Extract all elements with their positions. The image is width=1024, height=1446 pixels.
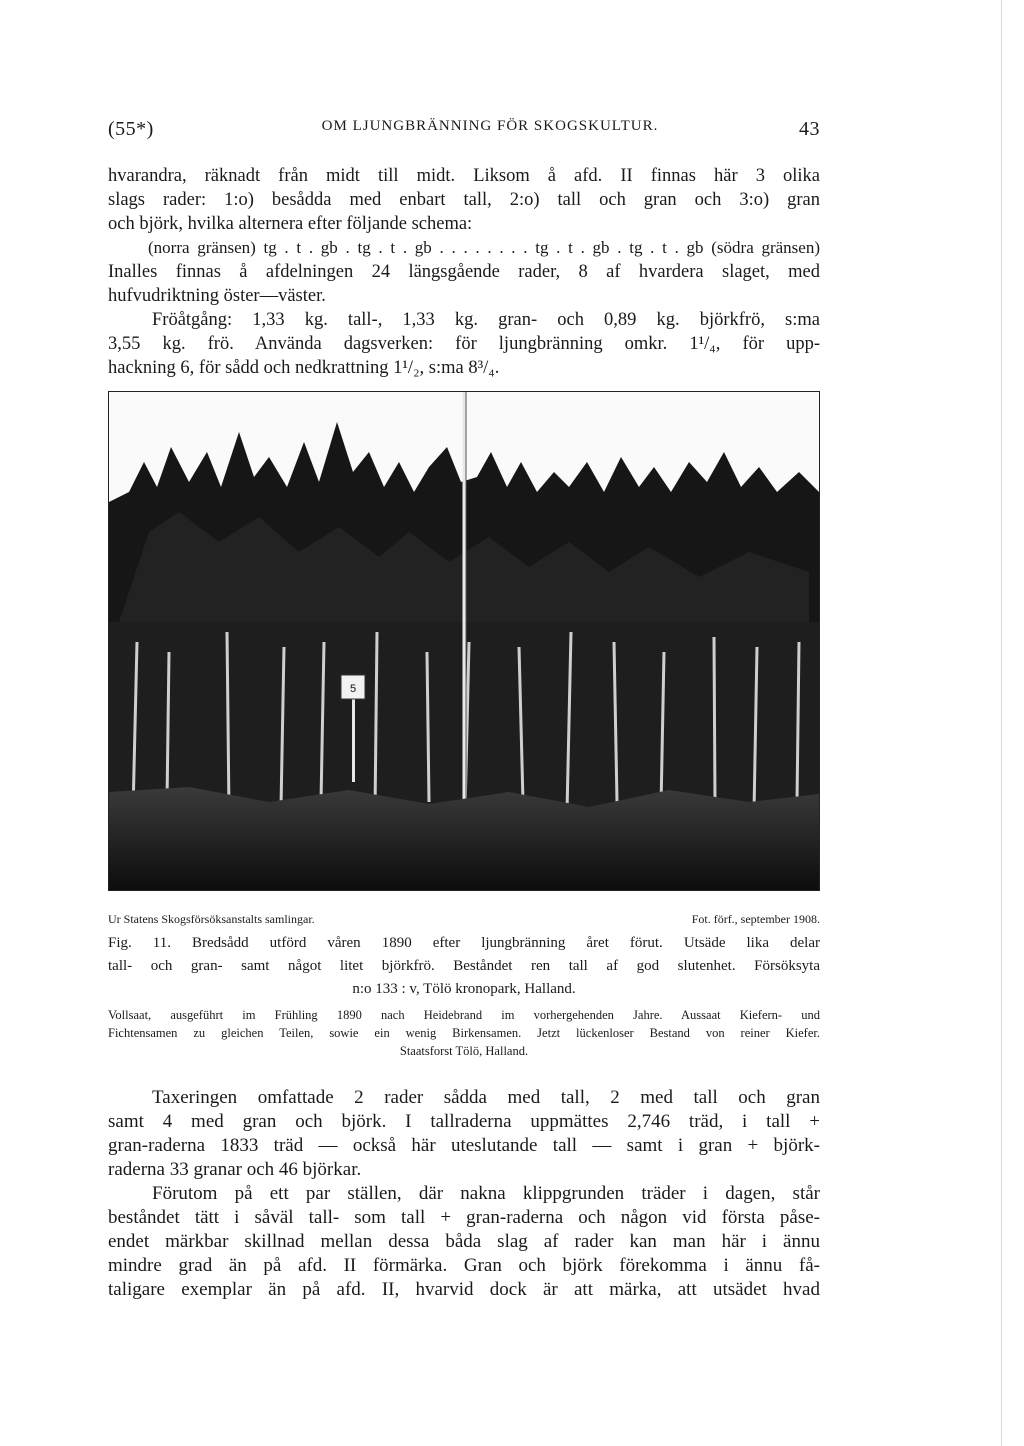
caption-line: Vollsaat, ausgeführt im Frühling 1890 nach Heidebrand im vorhergehenden Jahre. Aussaat Kiefern- und <box>108 1008 820 1022</box>
text-line: raderna 33 granar och 46 björkar. <box>108 1159 362 1180</box>
text-line: mindre grad än på afd. II förmärka. Gran och björk förekomma i ännu få- <box>108 1255 820 1276</box>
text-line: endet märkbar skillnad mellan dessa båda slag af rader kan man här i ännu <box>108 1231 820 1252</box>
caption-line: Staatsforst Tölö, Halland. <box>399 1044 529 1058</box>
caption-line: Fig. 11. Bredsådd utförd våren 1890 efter ljungbränning året förut. Utsäde lika delar <box>108 935 820 951</box>
text-line: Inalles finnas å afdelningen 24 längsgående rader, 8 af hvardera slaget, med <box>108 262 820 282</box>
text-line: Taxeringen omfattade 2 rader sådda med tall, 2 med tall och gran <box>152 1087 820 1108</box>
forest-photograph <box>108 391 820 891</box>
photo-source: Ur Statens Skogsförsöksanstalts samlingar. <box>108 912 315 926</box>
text-line: hackning 6, för sådd och nedkrattning 1¹/₂, s:ma 8³/₄. <box>108 358 500 378</box>
running-title: OM LJUNGBRÄNNING FÖR SKOGSKULTUR. <box>321 118 659 134</box>
text-line: Förutom på ett par ställen, där nakna klippgrunden träder i dagen, står <box>152 1183 820 1204</box>
text-line: hvarandra, räknadt från midt till midt. Liksom å afd. II finnas här 3 olika <box>108 166 820 186</box>
text-line: gran-raderna 1833 träd — också här uteslutande tall — samt i gran + björk- <box>108 1135 820 1156</box>
text-line: 3,55 kg. frö. Använda dagsverken: för ljungbränning omkr. 1¹/₄, för upp- <box>108 334 820 354</box>
text-line: samt 4 med gran och björk. I tallraderna uppmättes 2,746 träd, i tall + <box>108 1111 820 1132</box>
caption-line: tall- och gran- samt något litet björkfrö. Beståndet ren tall af god slutenhet. Försöksyta <box>108 958 820 974</box>
header-section-mark: (55*) <box>108 118 154 140</box>
caption-line: Fichtensamen zu gleichen Teilen, sowie ein wenig Birkensamen. Jetzt lückenloser Bestand von reiner Kiefer. <box>108 1026 820 1040</box>
schema-line: (norra gränsen) tg . t . gb . tg . t . gb . . . . . . . . tg . t . gb . tg . t . gb (södra gränsen) <box>148 238 820 257</box>
text-line: hufvudriktning öster—väster. <box>108 286 326 306</box>
text-line: och björk, hvilka alternera efter följande schema: <box>108 214 473 234</box>
caption-line: n:o 133 : v, Tölö kronopark, Halland. <box>352 981 576 997</box>
photo-credit: Fot. förf., september 1908. <box>691 912 820 926</box>
text-line: slags rader: 1:o) besådda med enbart tall, 2:o) tall och gran och 3:o) gran <box>108 190 820 210</box>
page-number: 43 <box>799 118 820 140</box>
text-line: Fröåtgång: 1,33 kg. tall-, 1,33 kg. gran- och 0,89 kg. björkfrö, s:ma <box>152 310 820 330</box>
text-line: beståndet tätt i såväl tall- som tall + gran-raderna och någon vid första påse- <box>108 1207 820 1228</box>
page-edge-line <box>1001 0 1002 1446</box>
sign-number: 5 <box>349 683 357 695</box>
text-line: taligare exemplar än på afd. II, hvarvid dock är att märka, att utsädet hvad <box>108 1279 820 1300</box>
forest-photo-illustration <box>109 392 819 890</box>
